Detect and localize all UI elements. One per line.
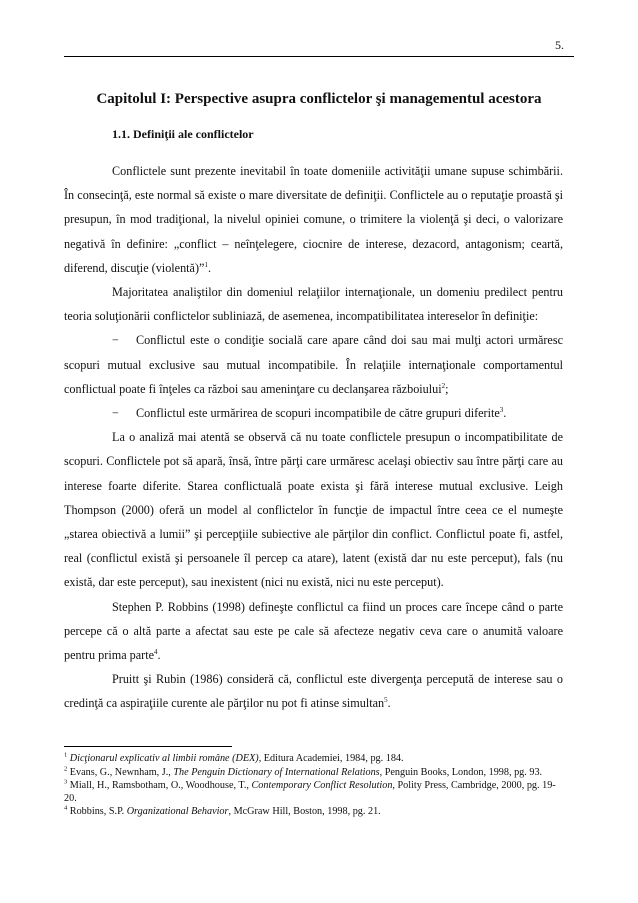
page-number: 5.: [555, 38, 564, 52]
footnote: $^4$ Robbins, S.P. Organizational Behavior, McGraw Hill, Boston, 1998, pg. 21.: [64, 804, 381, 818]
footnote: $^1$ Dicţionarul explicativ al limbii române (DEX), Editura Academiei, 1984, pg. 184.: [64, 751, 404, 764]
body-text: [64, 159, 563, 716]
section-heading: 1.1. Definiţii ale conflictelor: [112, 127, 254, 141]
footnotes: [64, 753, 564, 820]
footnote-separator: [64, 746, 232, 747]
footnote-ref-3: 3: [499, 405, 504, 414]
dash-bullet: −: [112, 333, 119, 348]
list-item: − Conflictul este o condiţie socială care apare când doi sau mai mulţi actori urmăresc scopuri mutual exclusive sau mutual incompatibile. În relaţiile internaţionale comportamentul conflictual poate fi înţeles ca război sau ameninţare cu declanşarea războiului$^2$;: [64, 328, 563, 401]
paragraph-4: Stephen P. Robbins (1998) defineşte conflictul ca fiind un proces care începe când o parte percepe că o altă parte a afectat sau este pe cale să afecteze negativ ceva care o anumită valoare pentru prima parte$^4$.: [64, 599, 563, 663]
dash-bullet: −: [112, 406, 119, 421]
footnote-ref-4: 4: [154, 648, 158, 656]
footnote: $^3$ Miall, H., Ramsbotham, O., Woodhouse, T., Contemporary Conflict Resolution, Polity Press, Cambridge, 2000, pg. 19-20.: [64, 778, 556, 804]
paragraph-5: Pruitt şi Rubin (1986) consideră că, conflictul este divergenţa percepută de interese sau o credinţă ca aspiraţiile curente ale părţilor nu pot fi atinse simultan$^5$.: [64, 672, 563, 711]
footnote-ref-2: 2: [441, 381, 446, 390]
paragraph-2: Majoritatea analiştilor din domeniul relaţiilor internaţionale, un domeniu predilect pentru teoria soluţionării conflictelor subliniază, de asemenea, incompatibilitatea intereselor în definiţie:: [64, 285, 563, 324]
paragraph-1: Conflictele sunt prezente inevitabil în toate domeniile activităţii umane supuse schimbării. În consecinţă, este normal să existe o mare diversitate de definiţii. Conflictele au o reputaţie proastă şi presupun, în mod tradiţional, la nivelul opiniei comune, o trimitere la violenţă şi deci, o valorizare negativă în definire: „conflict – neînţelegere, ciocnire de interese, dezacord, antagonism; ceartă, diferend, discuţie (violentă)”$^1$.: [64, 164, 563, 275]
footnote-ref-1: 1: [204, 260, 208, 269]
paragraph-3: La o analiză mai atentă se observă că nu toate conflictele presupun o incompatibilitate de scopuri. Conflictele pot să apară, însă, între părţi care urmăresc acelaşi obiectiv sau între părţi care au interese foarte diferite. Starea conflictuală poate exista şi fără interese mutual exclusive. Leigh Thompson (2000) oferă un model al conflictelor în funcţie de impactul între ceea ce el numeşte „starea obiectivă a lumii” şi percepţiile subiective ale părţilor din conflict. Conflictul poate fi, astfel, real (conflictul există şi persoanele îl percep ca atare), latent (există dar nu este perceput), fals (nu există, dar este perceput), sau inexistent (nici nu există, nici nu este perceput).: [64, 430, 563, 590]
header-rule: [64, 56, 574, 57]
footnote: $^2$ Evans, G., Newnham, J., The Penguin Dictionary of International Relations, Penguin Books, London, 1998, pg. 93.: [64, 765, 543, 778]
list-item: − Conflictul este urmărirea de scopuri incompatibile de către grupuri diferite$^3$.: [64, 401, 563, 425]
footnote-ref-5: 5: [384, 696, 388, 705]
chapter-title: Capitolul I: Perspective asupra conflictelor şi managementul acestora: [96, 91, 542, 107]
